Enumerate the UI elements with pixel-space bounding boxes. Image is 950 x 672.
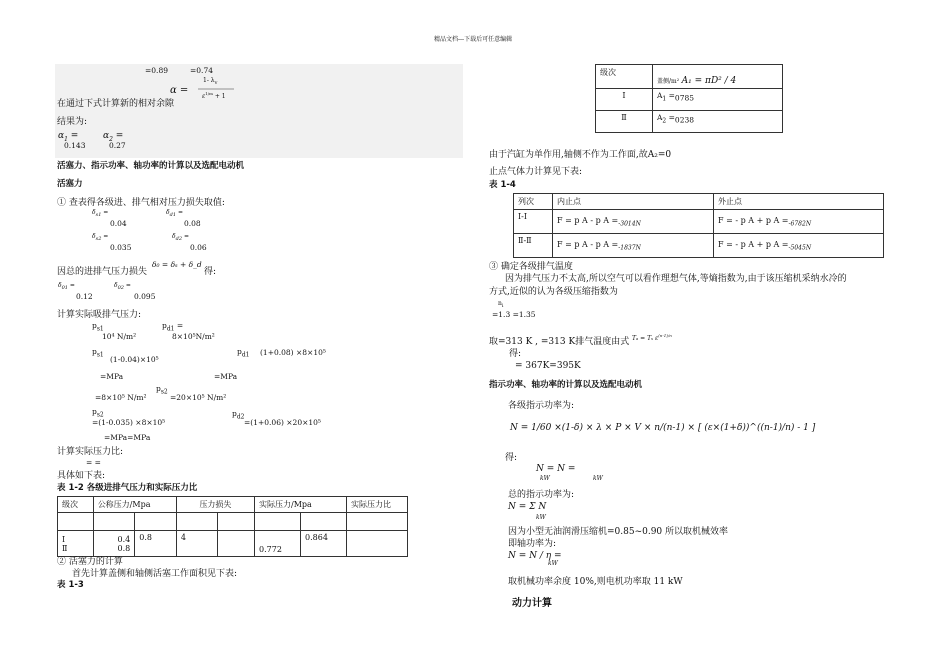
axis-side-line: 由于汽缸为单作用,轴侧不作为工作面,故A₂=0 [489, 150, 672, 160]
delta-total-symbol: $\delta_{01}$ = [58, 282, 75, 292]
result-label: 结果为: [57, 117, 88, 127]
dynamics-title: 动力计算 [512, 598, 552, 609]
delta-value-4: 0.06 [190, 243, 207, 252]
p-row-4b: =20×10⁵ N/m² [170, 393, 227, 402]
detail-line: 具体如下表: [57, 471, 106, 481]
table-cell-level: Ⅰ [596, 89, 653, 111]
table-row [58, 513, 408, 531]
delta-total-1: 0.12 [76, 292, 93, 301]
delta-value-3: 0.035 [110, 243, 132, 252]
table-row [596, 89, 783, 111]
step-1: ① 查表得各级进、排气相对压力损失取值: [57, 198, 225, 208]
power-formula: N = 1/60 ×(1-δ) × λ × P × V × n/(n-1) × [ (ε×(1+δ))^((n-1)/n) - 1 ] [510, 423, 816, 433]
power-line: 各级指示功率为: [508, 401, 575, 411]
gas-force-table [513, 193, 884, 258]
get-label-2: 得: [505, 453, 518, 463]
loss-tail: 得: [204, 267, 217, 277]
p-symbol: $p_{d1}$ = [162, 321, 184, 333]
kw-unit: kW [540, 475, 550, 482]
kw-unit: kW [548, 560, 558, 567]
table-cell-level: Ⅱ-Ⅱ [514, 234, 553, 258]
table-row [58, 531, 408, 557]
kw-unit: kW [593, 475, 603, 482]
p-symbol: $p_{s1}$ [92, 321, 104, 333]
table-cell: 0.864 [301, 531, 347, 557]
p-row-1b: 8×10⁵N/m² [172, 332, 215, 341]
table-row [596, 111, 783, 133]
p-row-5a: =(1-0.035) ×8×10⁵ [92, 418, 166, 427]
temperature-result: = 367K=395K [515, 361, 581, 371]
delta-symbol: $\delta_{d2}$ = [172, 233, 189, 243]
delta-total-symbol: $\delta_{02}$ = [114, 282, 131, 292]
table-cell-level: Ⅰ Ⅱ [58, 531, 94, 557]
table-cell-level: Ⅰ-Ⅰ [514, 210, 553, 234]
table-header-cell: 压力损失 [176, 497, 254, 513]
ni-line: N = N = [536, 464, 576, 474]
step-3: ③ 确定各级排气温度 [489, 262, 573, 272]
motor-line: 取机械功率余度 10%,则电机功率取 11 kW [508, 577, 683, 587]
p-symbol: $p_{s2}$ [156, 384, 168, 396]
p-symbol: $p_{s1}$ [92, 347, 104, 359]
table-header-row [514, 194, 884, 210]
table-cell [176, 513, 217, 531]
loss-line: 因总的进排气压力损失 [57, 267, 148, 277]
section-title-2: 指示功率、轴功率的计算以及选配电动机 [489, 380, 643, 390]
table-cell: $A_2 =_{0238}$ [653, 111, 783, 133]
n-values: =1.3 =1.35 [492, 310, 536, 319]
table14-title: 表 1-4 [489, 180, 516, 190]
table12-title: 表 1-2 各级进排气压力和实际压力比 [57, 483, 198, 493]
table-cell [255, 513, 301, 531]
step-3-desc-2: 方式,近似的认为各级压缩指数为 [489, 287, 618, 297]
p-symbol: $p_{d2}$ [232, 409, 245, 421]
table-cell [301, 513, 347, 531]
delta-symbol: $\delta_{s1}$ = [92, 209, 109, 219]
n-symbol: $n_i$ [498, 300, 504, 310]
delta-symbol: $\delta_{s2}$ = [92, 233, 109, 243]
p-row-3a: =MPa [100, 372, 124, 381]
alpha-numerator: 1- $\lambda_v$ [203, 77, 218, 87]
section-title: 活塞力、指示功率、轴功率的计算以及选配电动机 [57, 161, 245, 171]
table-header-cell: 级次 [596, 65, 653, 89]
p-row-4a: =8×10⁵ N/m² [95, 393, 147, 402]
dead-point-line: 止点气体力计算见下表: [489, 167, 583, 177]
delta-value-1: 0.04 [110, 219, 127, 228]
p-row-3b: =MPa [214, 372, 238, 381]
step-2-desc: 首先计算盖侧和轴侧活塞工作面积见下表: [72, 569, 238, 579]
table-header-cell: 实际压力比 [347, 497, 408, 513]
table-cell [217, 513, 254, 531]
table-header-cell: 实际压力/Mpa [255, 497, 347, 513]
table-header-cell: 级次 [58, 497, 94, 513]
sub-title: 活塞力 [57, 179, 83, 189]
fraction-bar [198, 88, 234, 90]
table13-title: 表 1-3 [57, 580, 84, 590]
delta-symbol: $\delta_{d1}$ = [166, 209, 183, 219]
area-table [595, 64, 783, 133]
alpha-lhs: α = [170, 85, 189, 96]
alpha-denominator: $\varepsilon^{1/m} + 1$ [202, 91, 226, 100]
p-symbol: $p_{d1}$ [237, 347, 250, 359]
value-a: =0.89 [145, 66, 168, 75]
small-compressor-line: 因为小型无油润滑压缩机=0.85~0.90 所以取机械效率 [508, 527, 729, 537]
temperature-formula: Tₐ = Tₛ $\varepsilon^{(n-1)/n}$ [632, 333, 672, 342]
alpha2-symbol: $\alpha_2$ = [103, 131, 124, 143]
table-header-row [596, 65, 783, 89]
table-cell: $A_1 =_{0785}$ [653, 89, 783, 111]
table-cell: 0.4 0.8 [93, 531, 135, 557]
page-header: 精品文档---下载后可任意编辑 [434, 36, 513, 43]
table-cell: 0.8 [135, 531, 177, 557]
loss-formula: δ₀ = δₛ + δ_d [152, 260, 202, 269]
table-header-cell: 盖侧/m² A₁ = πD² / 4 [653, 65, 783, 89]
temperature-line: 取=313 K , =313 K排气温度由式 [489, 337, 630, 347]
delta-total-2: 0.095 [134, 292, 156, 301]
ratio-line: 计算实际压力比: [57, 447, 124, 457]
table-cell [217, 531, 254, 557]
table-cell: 0.772 [255, 531, 301, 557]
table-cell: F = - p A + p $A =_{-6782N}$ [714, 210, 884, 234]
text-line-1: 在通过下式计算新的相对余隙 [57, 99, 175, 109]
get-label-1: 得: [509, 349, 522, 359]
alpha1-value: 0.143 [64, 141, 86, 150]
table-row [514, 210, 884, 234]
total-power-line: 总的指示功率为: [508, 490, 575, 500]
p-row-6: =MPa=MPa [104, 433, 151, 442]
shaft-formula: N = N / η = [508, 551, 562, 561]
table-header-cell: 公称压力/Mpa [93, 497, 176, 513]
table-cell [135, 513, 177, 531]
table-header-cell: 列次 [514, 194, 553, 210]
p-row-2a: (1-0.04)×10⁵ [110, 355, 159, 364]
table-cell: F = - p A + p $A =_{-5045N}$ [714, 234, 884, 258]
table-cell [347, 513, 408, 531]
table-header-row [58, 497, 408, 513]
step-3-desc-1: 因为排气压力不太高,所以空气可以看作理想气体,等熵指数为,由于该压缩机采纳水冷的 [505, 274, 847, 284]
value-b: =0.74 [190, 66, 213, 75]
table-cell-level: Ⅱ [596, 111, 653, 133]
table-cell [93, 513, 135, 531]
calc-pressure-line: 计算实际吸排气压力: [57, 310, 142, 320]
shaft-line: 即轴功率为: [508, 539, 557, 549]
alpha1-symbol: $\alpha_1$ = [58, 131, 79, 143]
table-row [514, 234, 884, 258]
step-2: ② 活塞力的计算 [57, 557, 123, 567]
p-row-5b: =(1+0.06) ×20×10⁵ [244, 418, 321, 427]
p-row-2b: (1+0.08) ×8×10⁵ [260, 348, 326, 357]
ratio-eq: = = [86, 458, 101, 467]
pressure-table [57, 496, 408, 557]
kw-unit: kW [536, 514, 546, 521]
table-header-cell: 外止点 [714, 194, 884, 210]
table-cell: F = p A - p $A =_{-1837N}$ [553, 234, 714, 258]
table-cell: F = p A - p $A =_{-3014N}$ [553, 210, 714, 234]
p-symbol: $p_{s2}$ [92, 407, 104, 419]
table-header-cell: 内止点 [553, 194, 714, 210]
delta-value-2: 0.08 [184, 219, 201, 228]
alpha2-value: 0.27 [109, 141, 126, 150]
sum-formula: N = Σ N [508, 502, 547, 512]
table-cell [58, 513, 94, 531]
table-cell [347, 531, 408, 557]
p-row-1a: 10⁴ N/m² [102, 332, 137, 341]
table-cell: 4 [176, 531, 217, 557]
